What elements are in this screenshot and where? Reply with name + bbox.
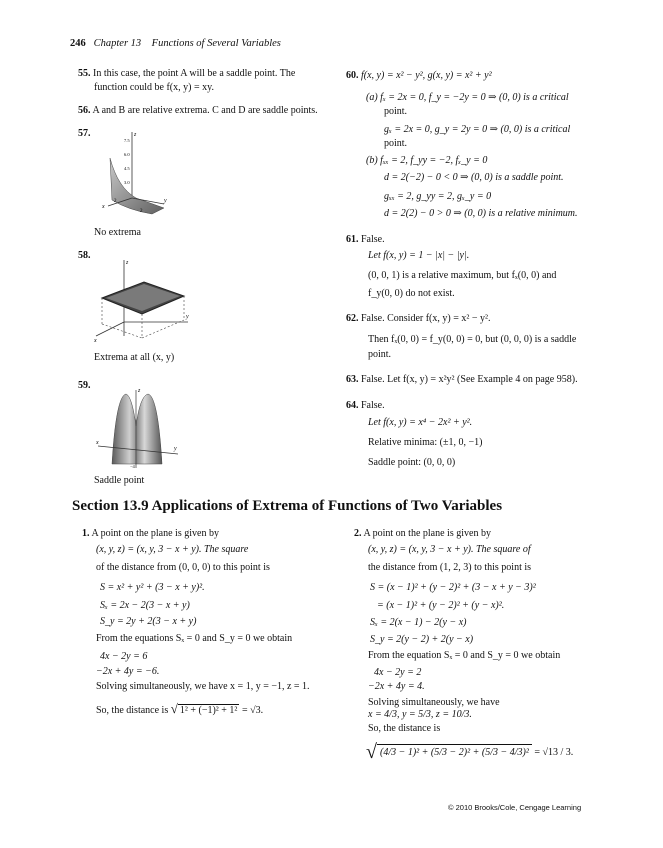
tick-label: 3.0 [124,180,130,185]
s1-line5: Sₓ = 2x − 2(3 − x + y) [100,600,190,611]
radical-sign: √ [170,701,178,716]
s2-line4: S = (x − 1)² + (y − 2)² + (3 − x + y − 3)² [370,582,536,593]
exercise-56 [78,105,318,116]
exercise-text: False. [361,400,385,411]
s1-line3: of the distance from (0, 0, 0) to this point is [96,562,270,573]
exercise-59-number: 59. [78,380,91,391]
exercise-text: A point on the plane is given by [363,528,491,539]
s2-line12: x = 4/3, y = 5/3, z = 10/3. [368,709,472,720]
exercise-60-a2: point. [384,106,408,117]
chapter-title: Functions of Several Variables [151,38,281,49]
section-title: Section 13.9 Applications of Extrema of Functions of Two Variables [72,498,503,514]
tick-label: 7.5 [124,138,130,143]
axis-y-label: y [164,198,167,204]
s2-distance-result: = √13 / 3. [534,747,574,758]
exercise-60-a1: (a) fₓ = 2x = 0, f_y = −2y = 0 ⇒ (0, 0) is a critical [366,92,569,103]
s1-line7: From the equations Sₓ = 0 and S_y = 0 we obtain [96,633,293,644]
s2-distance-formula [366,741,573,764]
exercise-60-a4: point. [384,138,408,149]
exercise-61-line4: f_y(0, 0) do not exist. [368,288,455,299]
surface-plot-59 [92,386,182,470]
exercise-61-line3: (0, 0, 1) is a relative maximum, but fₓ(0, 0) and [368,270,557,281]
s2-line9: 4x − 2y = 2 [374,667,422,678]
axis-x-label: x [96,440,99,446]
exercise-60-b2: d = 2(−2) − 0 < 0 ⇒ (0, 0) is a saddle point. [384,172,564,183]
exercise-number: 55. [78,68,91,79]
s1-distance-result: = √3. [241,705,264,716]
copyright-footer: © 2010 Brooks/Cole, Cengage Learning [448,803,582,812]
tick-label: 2 [140,209,143,214]
exercise-60-b3: gₓₓ = 2, g_yy = 2, gₓ_y = 0 [384,191,492,202]
s1-line2: (x, y, z) = (x, y, 3 − x + y). The square [96,544,249,555]
s2-radicand [377,744,532,760]
caption-57: No extrema [94,227,141,238]
caption-59: Saddle point [94,475,145,486]
exercise-64-line2: Let f(x, y) = x⁴ − 2x² + y². [368,417,473,428]
surface-plot-58 [92,256,192,346]
tick-label: 6.0 [124,152,130,157]
tick-label: 4.5 [124,166,130,171]
s1-distance-line [96,701,263,717]
exercise-64 [346,400,385,411]
exercise-63 [346,374,578,385]
radicand-term: (4/3 − 1)² [379,747,420,758]
axis-x-label: x [102,204,105,210]
s1-line8: 4x − 2y = 6 [100,651,148,662]
exercise-number: 1. [82,528,90,539]
exercise-55-line2: function could be f(x, y) = xy. [94,82,214,93]
radical-sign: √ [366,741,377,763]
exercise-number: 56. [78,105,91,116]
chapter-label: Chapter 13 [93,38,142,49]
exercise-62-line3: point. [368,349,392,360]
axis-z-label: z [134,132,137,138]
s2-line8: From the equation Sₓ = 0 and S_y = 0 we obtain [368,650,561,661]
s1-line10: Solving simultaneously, we have x = 1, y = −1, z = 1. [96,681,310,692]
exercise-60-b1: (b) fₓₓ = 2, f_yy = −2, fₓ_y = 0 [366,155,488,166]
s2-line7: S_y = 2(y − 2) + 2(y − x) [370,634,474,645]
axis-y-label: y [186,314,189,320]
s2-line6: Sₓ = 2(x − 1) − 2(y − x) [370,617,467,628]
exercise-61 [346,234,385,245]
exercise-number: 64. [346,400,359,411]
exercise-text: False. Consider f(x, y) = x² − y². [361,313,491,324]
radicand-term: + (5/3 − 2)² [421,747,471,758]
page-number: 246 [70,38,86,49]
exercise-number: 63. [346,374,359,385]
s1-line6: S_y = 2y + 2(3 − x + y) [100,616,197,627]
exercise-60 [346,70,492,81]
exercise-64-line4: Saddle point: (0, 0, 0) [368,457,456,468]
exercise-58-number: 58. [78,250,91,261]
axis-x-label: x [94,338,97,344]
axis-z-label: z [126,260,129,266]
exercise-text: A and B are relative extrema. C and D are saddle points. [92,105,318,116]
exercise-number: 60. [346,70,359,81]
s2-line2: (x, y, z) = (x, y, 3 − x + y). The square of [368,544,531,555]
running-header [70,38,281,49]
exercise-text: False. Let f(x, y) = x²y² (See Example 4 on page 958). [361,374,578,385]
section-exercise-2 [354,528,491,539]
surface-plot-57 [92,128,172,220]
exercise-text: In this case, the point A will be a saddle point. The [93,68,296,79]
exercise-60-b4: d = 2(2) − 0 > 0 ⇒ (0, 0) is a relative minimum. [384,208,578,219]
exercise-number: 62. [346,313,359,324]
axis-y-label: y [174,446,177,452]
exercise-text: A point on the plane is given by [91,528,219,539]
exercise-62-line2: Then fₓ(0, 0) = f_y(0, 0) = 0, but (0, 0, 0) is a saddle [368,334,577,345]
s1-line4: S = x² + y² + (3 − x + y)². [100,582,205,593]
s2-line13: So, the distance is [368,723,441,734]
exercise-55 [78,68,295,79]
s1-radicand: 1² + (−1)² + 1² [179,705,238,716]
exercise-57-number: 57. [78,128,91,139]
tick-label: 2 [114,199,117,204]
section-exercise-1 [82,528,219,539]
s1-line9: −2x + 4y = −6. [96,666,160,677]
exercise-61-line2: Let f(x, y) = 1 − |x| − |y|. [368,250,470,261]
exercise-text: f(x, y) = x² − y², g(x, y) = x² + y² [361,70,492,81]
exercise-62 [346,313,490,324]
s2-line5: = (x − 1)² + (y − 2)² + (y − x)². [377,600,505,611]
exercise-number: 2. [354,528,362,539]
exercise-64-line3: Relative minima: (±1, 0, −1) [368,437,483,448]
exercise-60-a3: gₓ = 2x = 0, g_y = 2y = 0 ⇒ (0, 0) is a critical [384,124,571,135]
s2-line11: Solving simultaneously, we have [368,697,500,708]
axis-z-label: z [138,388,141,394]
radicand-term: + (5/3 − 4/3)² [472,747,529,758]
exercise-text: False. [361,234,385,245]
s2-line10: −2x + 4y = 4. [368,681,425,692]
exercise-number: 61. [346,234,359,245]
s2-line3: the distance from (1, 2, 3) to this point is [368,562,532,573]
s1-distance-label: So, the distance is [96,705,169,716]
tick-label: −4 [130,464,135,469]
caption-58: Extrema at all (x, y) [94,352,175,363]
